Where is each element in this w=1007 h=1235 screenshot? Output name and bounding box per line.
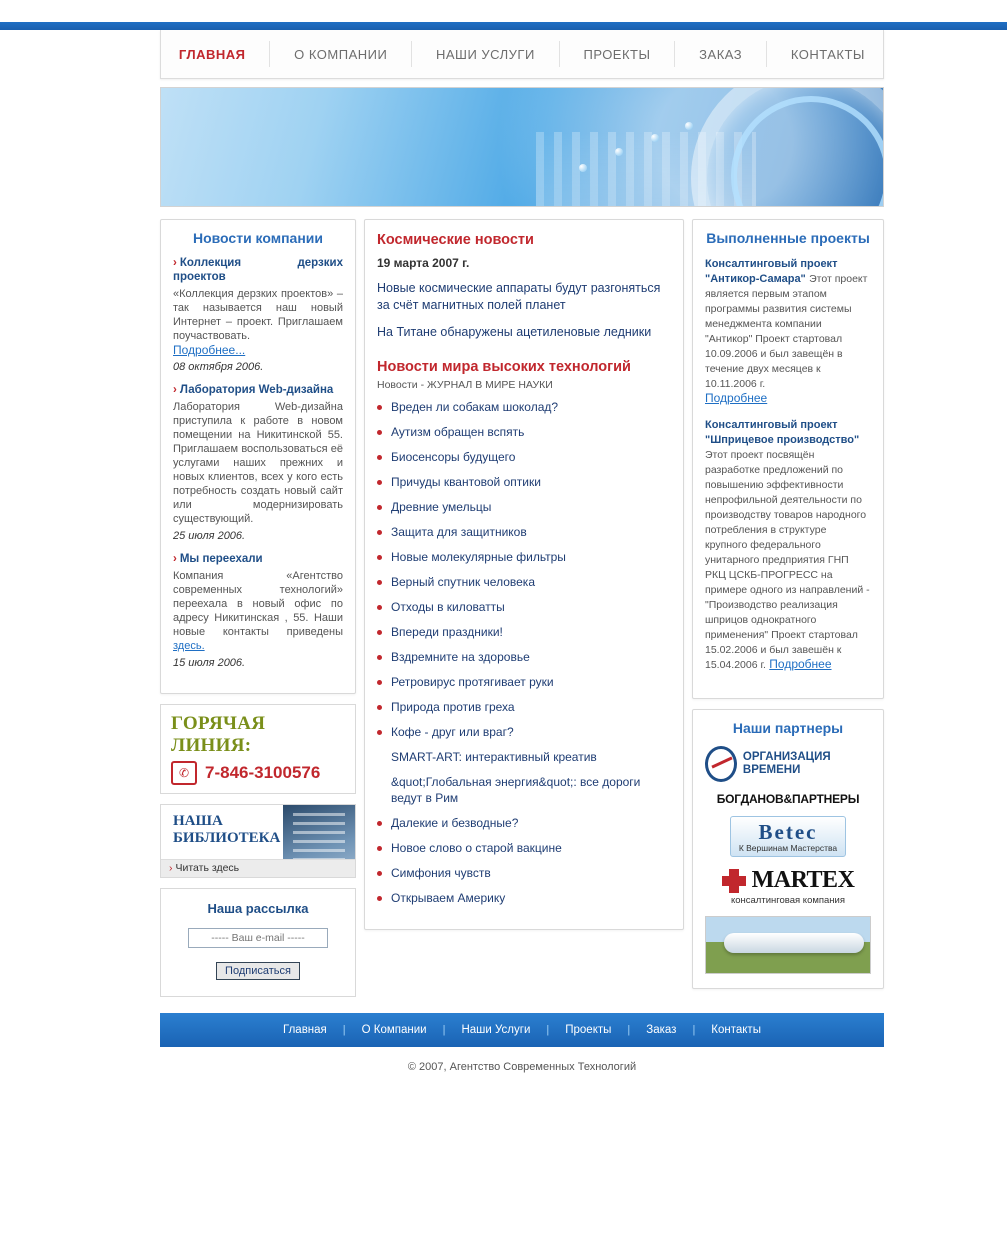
hotline-title: ГОРЯЧАЯ ЛИНИЯ: [171, 713, 266, 756]
main-navigation [160, 30, 884, 79]
list-item[interactable]: Причуды квантовой оптики [377, 474, 671, 490]
news-item-heading-text: Мы переехали [179, 553, 263, 565]
copyright-text: © 2007, Агентство Современных Технологий [407, 1061, 637, 1073]
partner-logo-martex[interactable] [705, 867, 871, 906]
list-item[interactable]: Новое слово о старой вакцине [377, 840, 671, 856]
project-more-link[interactable]: Подробнее [769, 657, 832, 671]
hotline-box [160, 704, 356, 794]
news-item-heading[interactable] [173, 552, 343, 566]
list-item[interactable]: Симфония чувств [377, 865, 671, 881]
library-box[interactable] [160, 804, 356, 878]
martex-row [705, 867, 871, 894]
footer-separator: | [442, 1024, 446, 1036]
clock-icon [705, 746, 737, 782]
footer-separator: | [546, 1024, 550, 1036]
news-item [173, 383, 343, 542]
project-item [705, 256, 871, 405]
list-item[interactable]: Впереди праздники! [377, 624, 671, 640]
nav-separator [766, 41, 767, 67]
space-news-date: 19 марта 2007 г. [377, 256, 470, 270]
project-heading[interactable]: Консалтинговый проект "Антикор-Самара" [705, 258, 838, 285]
news-item-body [173, 569, 343, 653]
partner-logo-bogdanov[interactable] [705, 792, 871, 806]
news-item-heading[interactable] [173, 383, 343, 397]
news-item [173, 256, 343, 373]
partner-martex-sublabel: консалтинговая компания [730, 895, 846, 906]
library-read-label: Читать здесь [175, 862, 240, 874]
company-news-title: Новости компании [192, 230, 324, 246]
bullet-icon: › [173, 257, 177, 269]
nav-separator [559, 41, 560, 67]
list-item[interactable]: Биосенсоры будущего [377, 449, 671, 465]
nav-separator [411, 41, 412, 67]
news-item-heading-text: Лаборатория Web-дизайна [179, 384, 334, 396]
nav-separator [674, 41, 675, 67]
tech-news-title: Новости мира высоких технологий [377, 359, 631, 375]
newsletter-email-input[interactable] [188, 928, 328, 948]
partner-betec-sublabel: К Вершинам Мастерства [738, 843, 838, 853]
bullet-icon: › [173, 553, 177, 565]
hotline-row [171, 761, 345, 785]
partner-martex-label: MARTEX [751, 867, 855, 893]
space-news-link[interactable]: Новые космические аппараты будут разгоняться за счёт магнитных полей планет [377, 281, 661, 312]
partner-photo [705, 916, 871, 974]
nav-item-about[interactable]: О КОМПАНИИ [294, 46, 388, 62]
news-item-heading[interactable] [173, 256, 343, 284]
list-item[interactable]: Открываем Америку [377, 890, 671, 906]
space-news-link[interactable]: На Титане обнаружены ацетиленовые ледники [377, 325, 652, 339]
news-item-date: 25 июля 2006. [173, 530, 246, 542]
project-body: Этот проект является первым этапом программы развития системы менеджмента компании "Антикор" Проект стартовал 10.09.2006 и был завещён в течение двух месяцев к 10.11.2006 г. [705, 273, 868, 390]
footer-link-order[interactable]: Заказ [646, 1024, 677, 1036]
footer-navigation [160, 1013, 884, 1047]
banner-dots-graphic [573, 114, 733, 184]
content-columns [160, 219, 884, 999]
project-item [705, 417, 871, 672]
footer-link-about[interactable]: О Компании [361, 1024, 427, 1036]
list-item[interactable]: Ретровирус протягивает руки [377, 674, 671, 690]
list-item[interactable]: Верный спутник человека [377, 574, 671, 590]
phone-icon: ✆ [171, 761, 197, 785]
news-feed-panel [364, 219, 684, 930]
list-item[interactable]: Древние умельцы [377, 499, 671, 515]
news-item-body-text: Компания «Агентство современных технологий» переехала в новый офис по адресу Никитинская , 55. Наши новые контакты приведены [173, 570, 343, 638]
partners-panel [692, 709, 884, 989]
footer-link-home[interactable]: Главная [283, 1024, 327, 1036]
partner-logo-orgtime[interactable] [705, 746, 871, 782]
nav-separator [269, 41, 270, 67]
footer-link-services[interactable]: Наши Услуги [461, 1024, 531, 1036]
nav-item-order[interactable]: ЗАКАЗ [699, 46, 743, 62]
newsletter-subscribe-button[interactable]: Подписаться [216, 962, 300, 980]
list-item[interactable]: Природа против греха [377, 699, 671, 715]
tech-news-subtitle: Новости - ЖУРНАЛ В МИРЕ НАУКИ [377, 379, 553, 391]
footer-separator: | [692, 1024, 696, 1036]
right-column [692, 219, 884, 999]
betec-badge [730, 816, 846, 857]
project-heading[interactable]: Консалтинговый проект "Шприцевое производство" [705, 419, 860, 446]
list-item[interactable]: SMART-ART: интерактивный креатив [391, 750, 597, 764]
news-item-body: Лаборатория Web-дизайна приступила к работе в новом помещении на Никитинской 55. Приглашаем воспользоваться её услугами наших прежних и новых клиентов, всех у кого есть потребность создать новый сайт или модернизировать существующий. [173, 401, 343, 525]
completed-projects-title: Выполненные проекты [706, 230, 870, 246]
top-blue-bar [0, 22, 1007, 30]
list-item[interactable]: Далекие и безводные? [377, 815, 671, 831]
cross-icon [722, 869, 746, 893]
list-item[interactable]: Защита для защитников [377, 524, 671, 540]
space-news-title: Космические новости [377, 232, 534, 248]
list-item[interactable]: Аутизм обращен вспять [377, 424, 671, 440]
library-read-link[interactable] [161, 859, 355, 877]
bullet-icon: › [169, 862, 173, 874]
partner-logo-betec[interactable] [705, 816, 871, 857]
bullet-icon: › [173, 384, 177, 396]
nav-item-projects[interactable]: ПРОЕКТЫ [583, 46, 651, 62]
tech-news-list [377, 399, 671, 906]
list-item[interactable]: Вздремните на здоровье [377, 649, 671, 665]
list-item[interactable]: Новые молекулярные фильтры [377, 549, 671, 565]
hero-banner [160, 87, 884, 207]
footer-link-contacts[interactable]: Контакты [711, 1024, 761, 1036]
footer-link-projects[interactable]: Проекты [565, 1024, 612, 1036]
partners-title: Наши партнеры [732, 720, 844, 736]
partner-betec-label: Betec [758, 820, 818, 844]
news-item-body: «Коллекция дерзких проектов» – так называется наш новый Интернет – проект. Приглашаем поучаствовать. [173, 288, 343, 342]
list-item[interactable]: &quot;Глобальная энергия&quot;: все дороги ведут в Рим [391, 775, 641, 805]
left-column [160, 219, 356, 997]
page-wrapper [160, 30, 884, 1073]
nav-item-services[interactable]: НАШИ УСЛУГИ [435, 46, 535, 62]
completed-projects-panel [692, 219, 884, 699]
nav-item-contacts[interactable]: КОНТАКТЫ [790, 46, 865, 62]
news-item-date: 15 июля 2006. [173, 657, 246, 669]
list-item[interactable]: Кофе - друг или враг? [377, 724, 671, 740]
partner-bogdanov-label: БОГДАНОВ&ПАРТНЕРЫ [716, 792, 860, 806]
news-item-heading-text: Коллекция дерзких проектов [173, 257, 343, 283]
project-body: Этот проект посвящён разработке предложений по повышению эффективности непрофильной деятельности по производству товаров народного потребления в структуре крупного федерального унитарного предприятия ГНП РКЦ ЦСКБ-ПРОГРЕСС на примере одного из направлений - "Производство реализация шприцов однократного применения" Проект стартовал 15.02.2006 и был завешён к 15.04.2006 г. [705, 449, 870, 671]
nav-item-home[interactable]: ГЛАВНАЯ [178, 46, 246, 62]
news-item-date: 08 октября 2006. [173, 361, 264, 373]
footer-separator: | [627, 1024, 631, 1036]
list-item[interactable]: Отходы в киловатты [377, 599, 671, 615]
newsletter-box [160, 888, 356, 997]
newsletter-title: Наша рассылка [207, 901, 309, 916]
news-item-more-link[interactable]: Подробнее... [173, 343, 246, 357]
project-more-link[interactable]: Подробнее [705, 391, 768, 405]
hotline-phone: 7-846-3100576 [205, 763, 321, 782]
library-title: НАША БИБЛИОТЕКА [173, 813, 281, 846]
news-item-contacts-link[interactable]: здесь. [173, 640, 205, 652]
list-item[interactable]: Вреден ли собакам шоколад? [377, 399, 671, 415]
partner-orgtime-label: ОРГАНИЗАЦИЯ ВРЕМЕНИ [742, 751, 831, 776]
middle-column [364, 219, 684, 940]
news-item [173, 552, 343, 669]
footer-separator: | [342, 1024, 346, 1036]
company-news-panel [160, 219, 356, 694]
